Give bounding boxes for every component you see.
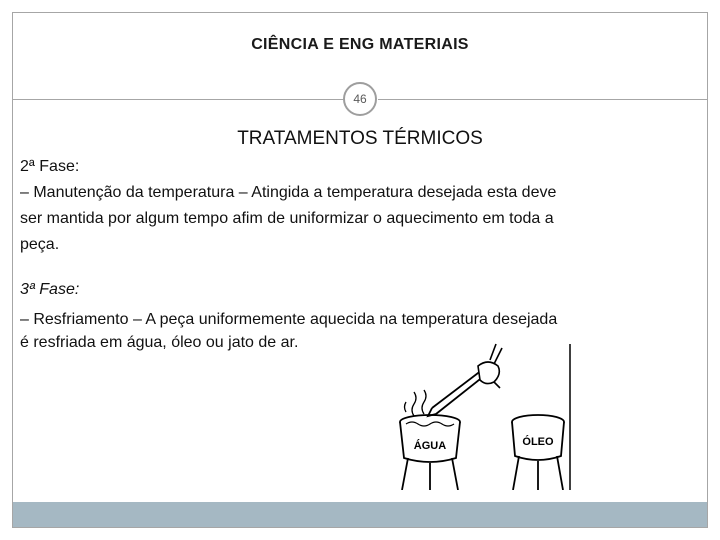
header-title: CIÊNCIA E ENG MATERIAIS xyxy=(251,36,469,53)
water-label: ÁGUA xyxy=(413,440,447,452)
slide-heading: TRATAMENTOS TÉRMICOS xyxy=(237,128,483,149)
page-number-badge: 46 xyxy=(343,82,377,116)
phase2-line-3: peça. xyxy=(20,236,60,253)
phase2-label: 2ª Fase: xyxy=(20,158,80,175)
phase3-line-2: é resfriada em água, óleo ou jato de ar. xyxy=(20,334,299,351)
phase3-line-1: – Resfriamento – A peça uniformemente aquecida na temperatura desejada xyxy=(20,311,558,328)
footer-bar xyxy=(13,502,707,527)
header-divider-left xyxy=(13,99,343,100)
quenching-illustration xyxy=(392,340,574,490)
tongs-icon xyxy=(428,370,484,416)
phase3-label: 3ª Fase: xyxy=(20,281,80,298)
phase2-line-1: – Manutenção da temperatura – Atingida a temperatura desejada esta deve xyxy=(20,184,557,201)
oil-label: ÓLEO xyxy=(522,436,554,448)
header-divider-right xyxy=(378,99,707,100)
hand-icon xyxy=(478,344,502,388)
phase2-line-2: ser mantida por algum tempo afim de uniformizar o aquecimento em toda a xyxy=(20,210,554,227)
oil-bucket xyxy=(512,415,564,490)
